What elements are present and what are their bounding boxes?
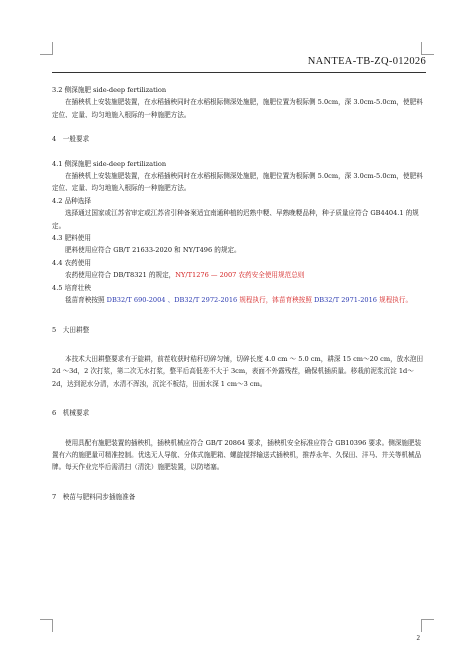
section-7-title: 7 秧苗与肥料同步插施准备 (52, 492, 136, 501)
section-4-1-body: 在插秧机上安装施肥装置，在水稻插秧同时在水稻根际侧深处施肥，施肥位置为根际侧 5.0cm，深 3.0cm-5.0cm，使肥料定位、定量、均匀地施入根际的一种施肥方法。 (52, 172, 423, 193)
section-4-5-title: 4.5 培育壮秧 (52, 283, 91, 292)
document-body (52, 84, 426, 503)
section-4-4-body-text: 农药使用应符合 DB/T8321 的规定， (65, 271, 176, 280)
section-4-4-body (52, 269, 426, 281)
section-4-4-title: 4.4 农药使用 (52, 258, 91, 267)
section-5-title: 5 大田耕整 (52, 325, 90, 334)
section-5-body: 本技术大田耕整要求有于旋耕，前茬收获时秸秆切碎匀铺，切碎长度 4.0 cm ～ 5.0 cm，耕深 15 cm～20 cm，放水泡田 2d ～3d，2 次打浆，第二次无水打浆，整平后高低差不大于 3cm，表面不外露残茬，确保机插质量。移栽前泥浆沉淀 1d～2d，达到泥水分清，水清不浑浊，沉淀不板结，田面水深 1 cm～3 cm。 (52, 354, 424, 388)
header-rule (52, 72, 426, 73)
section-4-5-text-e: 规程执行。 (377, 296, 413, 305)
section-4-4-red-reference: NY/T1276 — 2007 农药安全使用规范总则 (175, 271, 305, 280)
crop-mark-top-right (421, 42, 434, 55)
section-4-5-text-a: 毯苗育秧按照 (65, 296, 107, 305)
crop-mark-top-left (40, 42, 53, 55)
section-3-2-body: 在插秧机上安装施肥装置，在水稻插秧同时在水稻根际侧深处施肥，施肥位置为根际侧 5.0cm，深 3.0cm-5.0cm，使肥料定位、定量、均匀地施入根际的一种施肥方法。 (52, 98, 423, 119)
section-4-5-body (52, 294, 426, 306)
crop-mark-bottom-right (421, 619, 434, 632)
section-6-title: 6 机械要求 (52, 409, 90, 418)
section-4-5-text-c: 规程执行，钵苗育秧按照 (237, 296, 314, 305)
section-6-body: 使用具配有施肥装置的插秧机，插秧机械应符合 GB/T 20864 要求，插秧机安全标准应符合 GB10396 要求。侧深施肥装置有六的施肥量可精准控制。优选无人导航、分体式施肥箱、螺旋搅拌输送式插秧机，推荐永年、久保田、洋马、井关等机械品牌。每天作业完毕后需清扫（清洗）施肥装置，以防堵塞。 (52, 438, 422, 472)
section-3-2-title: 3.2 侧深施肥 side-deep fertilization (52, 86, 167, 94)
section-4-3-title: 4.3 肥料使用 (52, 234, 91, 243)
section-4-2-body: 选择通过国家或江苏省审定或江苏省引种备案适宜南通种植的迟熟中粳、早熟晚粳品种，种子质量应符合 GB4404.1 的规定。 (52, 209, 419, 230)
section-4-5-standard-refs: DB32/T 690-2004 、DB32/T 2972-2016 (106, 296, 238, 305)
document-code: NANTEA-TB-ZQ-012026 (307, 56, 426, 67)
section-4-title: 4 一般要求 (52, 135, 90, 144)
crop-mark-bottom-left (40, 619, 53, 632)
section-4-3-body: 肥料使用应符合 GB/T 21633-2020 和 NY/T496 的规定。 (65, 246, 241, 255)
section-4-1-title: 4.1 侧深施肥 side-deep fertilization (52, 159, 167, 168)
page-number: 2 (416, 634, 420, 642)
section-4-5-standard-ref-2: DB32/T 2971-2016 (313, 296, 377, 305)
section-4-2-title: 4.2 品种选择 (52, 196, 91, 205)
